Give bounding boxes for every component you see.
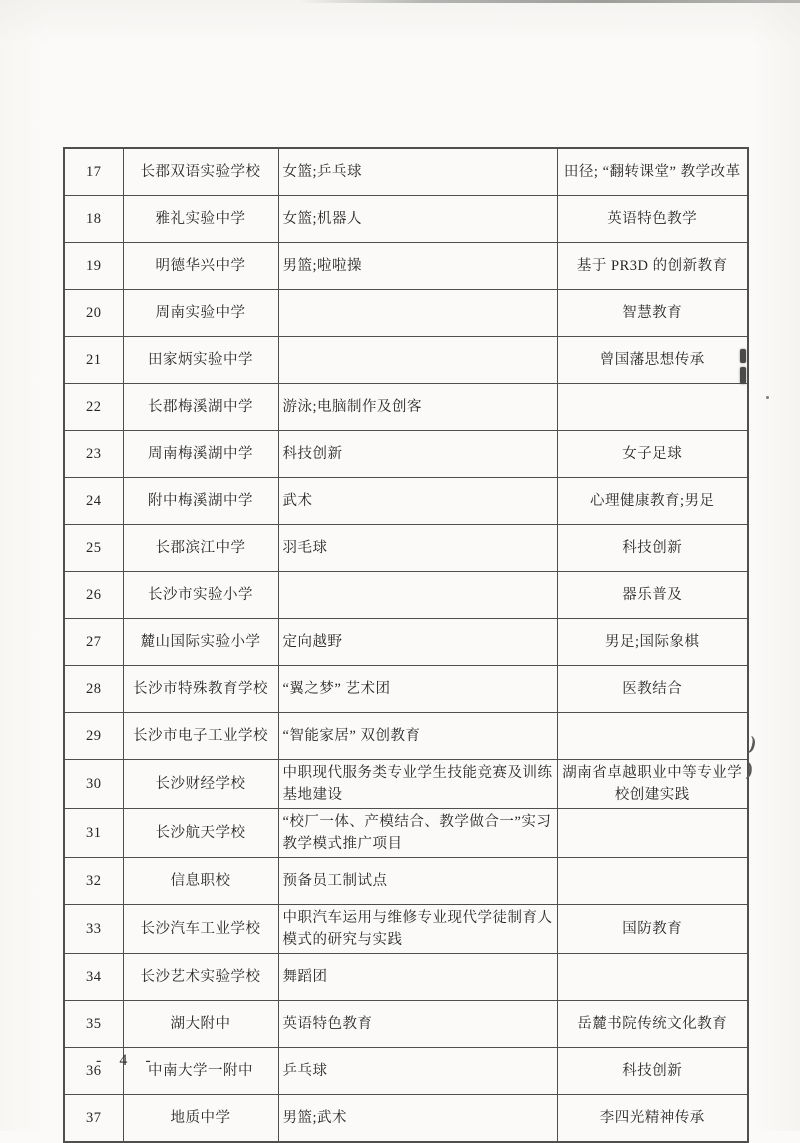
program-b-cell xyxy=(557,954,748,1001)
school-name-cell: 长沙汽车工业学校 xyxy=(123,905,278,954)
scan-edge-artifact xyxy=(298,0,800,3)
program-b-cell: 国防教育 xyxy=(557,905,748,954)
program-b-cell: 心理健康教育;男足 xyxy=(557,478,748,525)
program-b-cell xyxy=(557,858,748,905)
table-row xyxy=(64,525,748,572)
page-number: - 4 - xyxy=(96,1052,154,1069)
school-name-cell: 长沙航天学校 xyxy=(123,809,278,858)
program-b-cell: 科技创新 xyxy=(557,525,748,572)
program-a-cell: 定向越野 xyxy=(278,619,557,666)
row-number-cell: 18 xyxy=(64,196,123,243)
table-row xyxy=(64,1048,748,1095)
row-number-cell: 36 xyxy=(64,1048,123,1095)
table-row xyxy=(64,619,748,666)
school-name-cell: 明德华兴中学 xyxy=(123,243,278,290)
program-a-cell: 男篮;啦啦操 xyxy=(278,243,557,290)
program-a-cell xyxy=(278,290,557,337)
school-name-cell: 长沙艺术实验学校 xyxy=(123,954,278,1001)
row-number-cell: 22 xyxy=(64,384,123,431)
school-name-cell: 信息职校 xyxy=(123,858,278,905)
school-name-cell: 附中梅溪湖中学 xyxy=(123,478,278,525)
row-number-cell: 27 xyxy=(64,619,123,666)
program-b-cell: 科技创新 xyxy=(557,1048,748,1095)
program-a-cell: 科技创新 xyxy=(278,431,557,478)
program-a-cell xyxy=(278,337,557,384)
school-name-cell: 长郡梅溪湖中学 xyxy=(123,384,278,431)
table-row xyxy=(64,954,748,1001)
program-b-cell: 湖南省卓越职业中等专业学校创建实践 xyxy=(557,760,748,809)
scan-dot-artifact xyxy=(766,396,769,399)
table-row xyxy=(64,337,748,384)
row-number-cell: 35 xyxy=(64,1001,123,1048)
program-a-cell: “翼之梦” 艺术团 xyxy=(278,666,557,713)
row-number-cell: 29 xyxy=(64,713,123,760)
program-a-cell xyxy=(278,572,557,619)
table-row xyxy=(64,478,748,525)
program-b-cell: 器乐普及 xyxy=(557,572,748,619)
handwritten-mark: ) xyxy=(745,757,754,781)
scan-blot-artifact xyxy=(740,349,746,363)
program-b-cell: 李四光精神传承 xyxy=(557,1095,748,1143)
school-name-cell: 地质中学 xyxy=(123,1095,278,1143)
table-row xyxy=(64,1095,748,1143)
program-a-cell: 武术 xyxy=(278,478,557,525)
row-number-cell: 17 xyxy=(64,148,123,196)
program-b-cell xyxy=(557,809,748,858)
program-a-cell: 乒乓球 xyxy=(278,1048,557,1095)
school-name-cell: 长沙市特殊教育学校 xyxy=(123,666,278,713)
program-b-cell xyxy=(557,384,748,431)
school-name-cell: 雅礼实验中学 xyxy=(123,196,278,243)
school-name-cell: 湖大附中 xyxy=(123,1001,278,1048)
scan-blot-artifact xyxy=(740,367,746,384)
program-a-cell: 预备员工制试点 xyxy=(278,858,557,905)
program-b-cell xyxy=(557,713,748,760)
program-a-cell: 女篮;机器人 xyxy=(278,196,557,243)
school-name-cell: 长沙财经学校 xyxy=(123,760,278,809)
row-number-cell: 32 xyxy=(64,858,123,905)
program-b-cell: 岳麓书院传统文化教育 xyxy=(557,1001,748,1048)
program-a-cell: 男篮;武术 xyxy=(278,1095,557,1143)
table-row xyxy=(64,431,748,478)
program-a-cell: 女篮;乒乓球 xyxy=(278,148,557,196)
program-a-cell: 游泳;电脑制作及创客 xyxy=(278,384,557,431)
school-name-cell: 田家炳实验中学 xyxy=(123,337,278,384)
row-number-cell: 23 xyxy=(64,431,123,478)
table-row xyxy=(64,858,748,905)
program-a-cell: 英语特色教育 xyxy=(278,1001,557,1048)
handwritten-mark: ) xyxy=(746,732,759,756)
row-number-cell: 24 xyxy=(64,478,123,525)
schools-programs-table xyxy=(63,147,749,1143)
school-name-cell: 周南实验中学 xyxy=(123,290,278,337)
program-a-cell: 中职现代服务类专业学生技能竞赛及训练基地建设 xyxy=(278,760,557,809)
school-name-cell: 长郡双语实验学校 xyxy=(123,148,278,196)
row-number-cell: 25 xyxy=(64,525,123,572)
row-number-cell: 19 xyxy=(64,243,123,290)
row-number-cell: 33 xyxy=(64,905,123,954)
table-row xyxy=(64,243,748,290)
program-b-cell: 女子足球 xyxy=(557,431,748,478)
program-a-cell: “智能家居” 双创教育 xyxy=(278,713,557,760)
program-a-cell: 舞蹈团 xyxy=(278,954,557,1001)
row-number-cell: 30 xyxy=(64,760,123,809)
school-name-cell: 长沙市电子工业学校 xyxy=(123,713,278,760)
program-b-cell: 田径; “翻转课堂” 教学改革 xyxy=(557,148,748,196)
table-row xyxy=(64,713,748,760)
program-a-cell: “校厂一体、产模结合、教学做合一”实习教学模式推广项目 xyxy=(278,809,557,858)
table-row xyxy=(64,196,748,243)
table-row xyxy=(64,384,748,431)
table-row xyxy=(64,760,748,809)
table-row xyxy=(64,666,748,713)
program-a-cell: 中职汽车运用与维修专业现代学徒制育人模式的研究与实践 xyxy=(278,905,557,954)
row-number-cell: 28 xyxy=(64,666,123,713)
school-name-cell: 中南大学一附中 xyxy=(123,1048,278,1095)
row-number-cell: 21 xyxy=(64,337,123,384)
row-number-cell: 34 xyxy=(64,954,123,1001)
school-name-cell: 周南梅溪湖中学 xyxy=(123,431,278,478)
table-row xyxy=(64,809,748,858)
program-b-cell: 医教结合 xyxy=(557,666,748,713)
row-number-cell: 26 xyxy=(64,572,123,619)
program-b-cell: 智慧教育 xyxy=(557,290,748,337)
program-b-cell: 基于 PR3D 的创新教育 xyxy=(557,243,748,290)
table-row xyxy=(64,1001,748,1048)
program-b-cell: 男足;国际象棋 xyxy=(557,619,748,666)
row-number-cell: 37 xyxy=(64,1095,123,1143)
school-name-cell: 长沙市实验小学 xyxy=(123,572,278,619)
school-name-cell: 麓山国际实验小学 xyxy=(123,619,278,666)
row-number-cell: 20 xyxy=(64,290,123,337)
program-b-cell: 曾国藩思想传承 xyxy=(557,337,748,384)
school-name-cell: 长郡滨江中学 xyxy=(123,525,278,572)
program-b-cell: 英语特色教学 xyxy=(557,196,748,243)
program-a-cell: 羽毛球 xyxy=(278,525,557,572)
table-row xyxy=(64,572,748,619)
table-row xyxy=(64,905,748,954)
row-number-cell: 31 xyxy=(64,809,123,858)
table-body xyxy=(64,148,748,1142)
table-row xyxy=(64,290,748,337)
table-row xyxy=(64,148,748,196)
